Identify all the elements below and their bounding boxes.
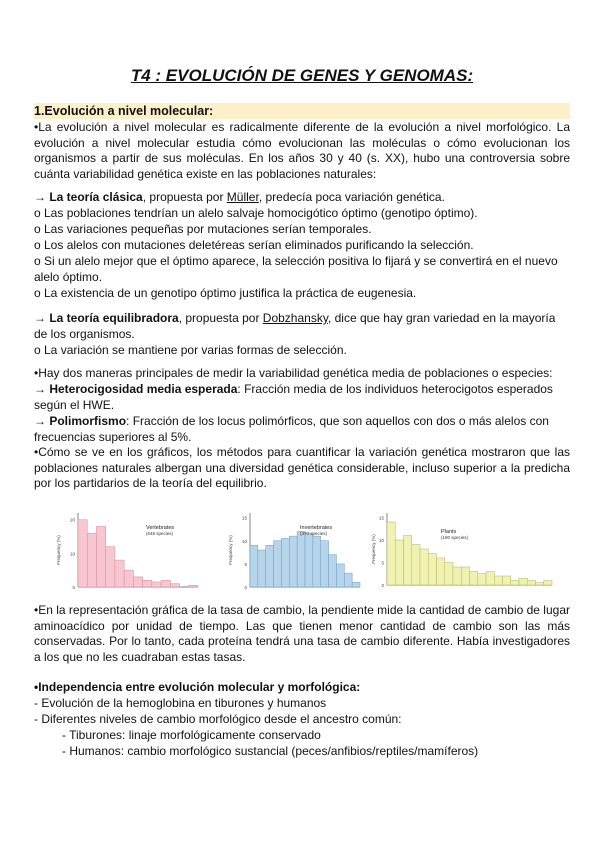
histogram-bar <box>544 581 552 586</box>
histogram-bar <box>336 564 344 587</box>
heterozygosity-term: Heterocigosidad media esperada <box>49 382 238 396</box>
chart-title: Vertebrates <box>146 525 175 531</box>
histogram-bar <box>96 526 105 587</box>
histogram-bar <box>352 582 360 587</box>
histogram-figure <box>34 507 570 603</box>
histogram-bar <box>470 572 478 586</box>
histogram-bar <box>106 547 115 587</box>
histogram-bar <box>133 577 142 587</box>
y-tick-label: 10 <box>241 538 247 544</box>
balance-theory-line <box>34 311 570 342</box>
histogram-bar <box>274 541 282 587</box>
rate-paragraph: •En la representación gráfica de la tasa de cambio, la pendiente mide la cantidad de cambio de lugar aminoacídico por unidad de tiempo. Las que tienen menor cantidad de cambio son las más conservadas. Por lo tanto, cada proteína tendrá una tasa de cambio diferente. Había investigadores a los que no les cuadraban estas tasas. <box>34 603 570 664</box>
histogram-bar <box>152 582 161 587</box>
y-tick-label: 0 <box>72 585 75 590</box>
balance-theory-term: La teoría equilibradora <box>49 311 179 325</box>
histogram-bar <box>486 572 494 586</box>
classical-point-3: o Los alelos con mutaciones deletéreas serían eliminados purificando la selección. <box>34 238 474 252</box>
histogram-bar <box>297 532 305 588</box>
chart-subtitle: (648 species) <box>146 531 174 536</box>
histogram-bar <box>461 567 469 585</box>
histogram-bar <box>189 585 198 587</box>
histogram-bar <box>78 520 87 587</box>
histogram-bar <box>313 536 321 587</box>
y-axis-label: Frequency (%) <box>371 534 376 564</box>
independence-subitem-2: - Humanos: cambio morfológico sustancial (peces/anfibios/reptiles/mamíferos) <box>62 744 479 758</box>
polymorphism-rest: : Fracción de los locus polimórficos, que son aquellos con dos o más alelos con frecuencias superiores al 5%. <box>34 414 549 444</box>
histogram-bar <box>511 581 519 586</box>
heterozygosity-rest: : Fracción media de los individuos heterocigotos esperados según el HWE. <box>34 382 553 412</box>
histogram-bar <box>143 580 152 587</box>
histogram-bar <box>412 545 420 586</box>
plants-chart <box>369 507 559 603</box>
histogram-bar <box>87 533 96 587</box>
heterozygosity-line <box>34 382 570 413</box>
y-tick-label: 15 <box>378 515 384 521</box>
histogram-bar <box>527 581 535 586</box>
histogram-bar <box>321 541 329 587</box>
chart-subtitle: (370 species) <box>300 531 328 536</box>
histogram-bar <box>250 545 258 587</box>
section-heading: 1.Evolución a nivel molecular: <box>34 103 570 119</box>
histogram-bar <box>387 522 395 585</box>
balance-theory-rest: , dice que hay gran variedad en la mayoría de los organismos. <box>34 311 556 341</box>
balance-point-1: o La variación se mantiene por varias formas de selección. <box>34 343 347 357</box>
polymorphism-line <box>34 414 570 445</box>
graphs-paragraph: •Cómo se ve en los gráficos, los métodos para cuantificar la variación genética mostraron que las poblaciones naturales albergan una diversidad genética considerable, incluso superior a la predicha por los partidarios de la teoría del equilibrio. <box>34 445 570 491</box>
histogram-bar <box>305 534 313 587</box>
independence-subitem-1: - Tiburones: linaje morfológicamente conservado <box>62 728 321 742</box>
histogram-bar <box>344 573 352 587</box>
ways-paragraph: •Hay dos maneras principales de medir la variabilidad genética media de poblaciones o especies: <box>34 366 553 380</box>
histogram-bar <box>281 538 289 587</box>
intro-paragraph: •La evolución a nivel molecular es radicalmente diferente de la evolución a nivel morfológico. La evolución a nivel molecular estudia cómo evolucionan las moléculas o cómo evolucionan los organismos a partir de sus moléculas. En los años 30 y 40 (s. XX), hubo una controversia sobre cuánta variabilidad genética existe en las poblaciones naturales: <box>34 120 570 181</box>
page-title: T4 : EVOLUCIÓN DE GENES Y GENOMAS: <box>130 66 474 85</box>
histogram-bar <box>329 555 337 587</box>
independence-item-1: - Evolución de la hemoglobina en tiburones y humanos <box>34 696 327 710</box>
histogram-bar <box>428 554 436 586</box>
vertebrates-chart <box>54 507 214 603</box>
classical-theory-mid: , propuesta por <box>142 190 227 204</box>
histogram-bar <box>503 576 511 585</box>
histogram-bar <box>519 578 527 585</box>
histogram-bar <box>124 570 133 587</box>
histogram-bar <box>161 580 170 587</box>
arrow-icon: → <box>34 190 50 204</box>
histogram-bar <box>453 567 461 585</box>
author-dobzhansky: Dobzhansky <box>262 311 328 325</box>
polymorphism-term: Polimorfismo <box>49 414 127 428</box>
arrow-icon: → <box>34 382 50 396</box>
author-muller: Müller <box>226 190 259 204</box>
histogram-bar <box>494 576 502 585</box>
histogram-bar <box>536 583 544 585</box>
histogram-bar <box>420 549 428 585</box>
independence-item-2: - Diferentes niveles de cambio morfológico desde el ancestro común: <box>34 712 402 726</box>
classical-point-4: o Si un alelo mejor que el óptimo aparece, la selección positiva lo fijará y se convertirá en el nuevo alelo óptimo. <box>34 254 558 284</box>
arrow-icon: → <box>34 414 50 428</box>
y-axis-label: Frequency (%) <box>56 535 61 565</box>
classical-theory-rest: , predecía poca variación genética. <box>258 190 445 204</box>
arrow-icon: → <box>34 311 50 325</box>
histogram-bar <box>404 536 412 586</box>
invertebrates-chart <box>226 507 384 603</box>
y-tick-label: 20 <box>69 517 75 523</box>
classical-point-2: o Las variaciones pequeñas por mutaciones serían temporales. <box>34 222 372 236</box>
y-tick-label: 5 <box>381 560 384 566</box>
independence-heading: •Independencia entre evolución molecular y morfológica: <box>34 680 361 694</box>
histogram-bar <box>289 536 297 587</box>
chart-subtitle: (180 species) <box>441 535 469 540</box>
histogram-bar <box>395 540 403 585</box>
y-tick-label: 10 <box>69 551 75 557</box>
classical-point-1: o Las poblaciones tendrían un alelo salvaje homocigótico óptimo (genotipo óptimo). <box>34 206 478 220</box>
y-tick-label: 15 <box>241 515 247 521</box>
y-tick-label: 5 <box>244 561 247 567</box>
y-tick-label: 0 <box>381 583 384 588</box>
chart-title: Invertebrates <box>300 525 333 531</box>
balance-theory-mid: , propuesta por <box>178 311 263 325</box>
classical-theory-line <box>34 190 570 206</box>
classical-point-5: o La existencia de un genotipo óptimo justifica la práctica de eugenesia. <box>34 286 417 300</box>
histogram-bar <box>115 560 124 587</box>
y-tick-label: 0 <box>244 585 247 590</box>
classical-theory-term: La teoría clásica <box>49 190 143 204</box>
histogram-bar <box>266 545 274 587</box>
histogram-bar <box>170 584 179 587</box>
y-tick-label: 10 <box>378 538 384 543</box>
y-axis-label: Frequency (%) <box>228 535 233 565</box>
chart-title: Plants <box>441 529 457 535</box>
histogram-bar <box>478 574 486 585</box>
histogram-bar <box>437 558 445 585</box>
histogram-bar <box>445 563 453 586</box>
histogram-bar <box>258 550 266 587</box>
